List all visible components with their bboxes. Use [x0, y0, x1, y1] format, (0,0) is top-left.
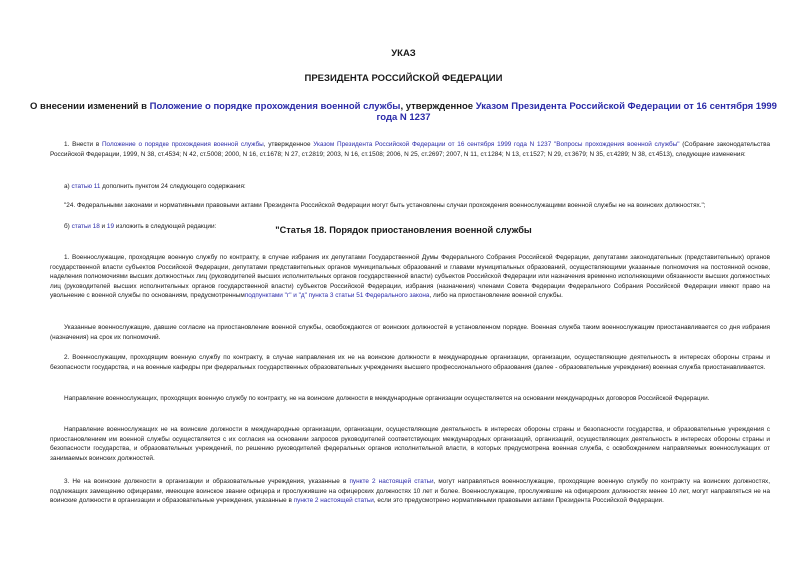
link-article-51[interactable]: подпунктами "г" и "д" пункта 3 статьи 51 Федерального закона [244, 292, 430, 300]
link-point-2[interactable]: пункте 2 настоящей статьи [293, 497, 374, 505]
link-decree-1237[interactable]: Указом Президента Российской Федерации от 16 сентября 1999 года N 1237 [313, 141, 552, 148]
paragraph-text: дополнить пунктом 24 следующего содержания: [100, 183, 246, 190]
link-article-11[interactable]: статью 11 [71, 183, 101, 190]
paragraph-text: 3. Не на воинские должности в организации и образовательные учреждения, указанные в [64, 478, 350, 485]
decree-title-text: , утвержденное [400, 101, 476, 112]
link-regulation-title[interactable]: Положение о порядке прохождения военной службы [149, 101, 401, 112]
link-point-2[interactable]: пункте 2 настоящей статьи [349, 478, 434, 485]
paragraph-text: 1. Военнослужащие, проходящие военную службу по контракту, в случае избрания их депутатами Государственной Думы Федерального Собрания Российской Федерации, депутатами законодательных (представительных) органов государственной власти субъектов Российской Федерации, депутатами представительных органов муниципальных образований и главами муниципальных образований, осуществляющими указанные полномочия на постоянной основе, наделения полномочиями высших должностных лиц (руководителей высших исполнительных органов государственной власти) субъектов Российской Федерации или назначения временно исполняющими обязанности высших должностных лиц (руководителей высших исполнительных органов государственной власти) субъектов Российской Федерации, избрания (назначения) членами Совета Федерации Федерального Собрания Российской Федерации имеют право на увольнение с военной службы по основаниям, предусмотренным [50, 254, 770, 300]
paragraph-item-24: "24. Федеральными законами и нормативными правовыми актами Президента Российской Федерации могут быть установлены случаи прохождения военнослужащими военной службы не на воинских должностях."; [64, 202, 706, 209]
paragraph-text: 1. Внести в [64, 141, 102, 148]
article-18-title: "Статья 18. Порядок приостановления военной службы [275, 225, 532, 235]
paragraph-article-1 [50, 253, 770, 301]
decree-title [30, 101, 777, 123]
paragraph-text: а) [64, 183, 72, 190]
paragraph-article-3: 2. Военнослужащим, проходящим военную службу по контракту, в случае направления их не на воинские должности в международные организации, организации, осуществляющие деятельность в интересах обороны страны и безопасности государства, и на военные кафедры при федеральных государственных образовательных учреждениях высшего профессионального образования (далее - образовательные учреждения) военная служба приостанавливается. [50, 354, 770, 371]
link-regulation[interactable]: Положение о порядке прохождения военной службы [101, 141, 264, 148]
paragraph-text: , могут направляться военнослужащие, проходящие военную службу по контракту на воинских должностях, подлежащих замещению офицерами, имеющие воинское звание офицера и прослужившие на офицерских должностях 10 лет и более. Военнослужащие, прослужившие на офицерских должностях менее 10 лет, могут направляться не на воинские должности в организации и образовательные учреждения, указанные в [50, 478, 771, 505]
paragraph-article-6 [50, 477, 770, 506]
paragraph-1 [50, 140, 770, 159]
paragraph-text: и [99, 223, 107, 230]
decree-issuer: ПРЕЗИДЕНТА РОССИЙСКОЙ ФЕДЕРАЦИИ [304, 73, 503, 84]
paragraph-article-2: Указанные военнослужащие, давшие согласие на приостановление военной службы, освобождаются от воинских должностей в установленном порядке. Военная служба таким военнослужащим приостанавливается со дня избрания (назначения) на срок их полномочий. [50, 324, 770, 341]
paragraph-text: , если это предусмотрено нормативными правовыми актами Президента Российской Федерации. [373, 497, 664, 505]
paragraph-text: , либо на приостановление военной службы. [429, 292, 563, 300]
paragraph-article-4: Направление военнослужащих, проходящих военную службу по контракту, не на воинские должности в международные организации осуществляется на основании международных договоров Российской Федерации. [64, 395, 710, 402]
paragraph-text: (Собрание законодательства Российской Федерации, 1999, N 38, ст.4534; N 42, ст.5008; 2000, N 16, ст.1678; N 27, ст.2819; 2003, N 16, ст.1508; 2006, N 25, ст.2697; 2007, N 11, ст.1284; N 13, ст.1527; N 29, ст.3679; N 35, ст.4289; N 38, ст.4513), следующие изменения: [50, 141, 770, 158]
link-military-service-questions[interactable]: "Вопросы прохождения военной службы" [554, 141, 680, 148]
paragraph-text: б) [64, 223, 72, 230]
link-article-19[interactable]: 19 [106, 223, 114, 230]
link-article-18[interactable]: статьи 18 [71, 223, 100, 230]
paragraph-a [50, 182, 770, 192]
link-decree-1237-title[interactable]: Указом Президента Российской Федерации от 16 сентября 1999 года N 1237 [376, 101, 777, 123]
paragraph-text: , утвержденное [263, 141, 314, 148]
paragraph-article-5: Направление военнослужащих не на воинские должности в международные организации, организации, осуществляющие деятельность в интересах обороны страны и безопасности государства, и образовательные учреждения с приостановлением им военной службы осуществляется с их согласия на основании запросов руководителей соответствующих международных организаций, организаций, осуществляющих деятельность в интересах обороны страны и безопасности государства, и образовательных учреждений, по решению руководителей федеральных органов исполнительной власти, в которых предусмотрена военная служба, с освобождением направляемых военнослужащих от занимаемых воинских должностей. [50, 426, 770, 462]
decree-title-text: О внесении изменений в [30, 101, 150, 112]
paragraph-text: изложить в следующей редакции: [114, 223, 217, 230]
decree-heading: УКАЗ [391, 48, 416, 59]
